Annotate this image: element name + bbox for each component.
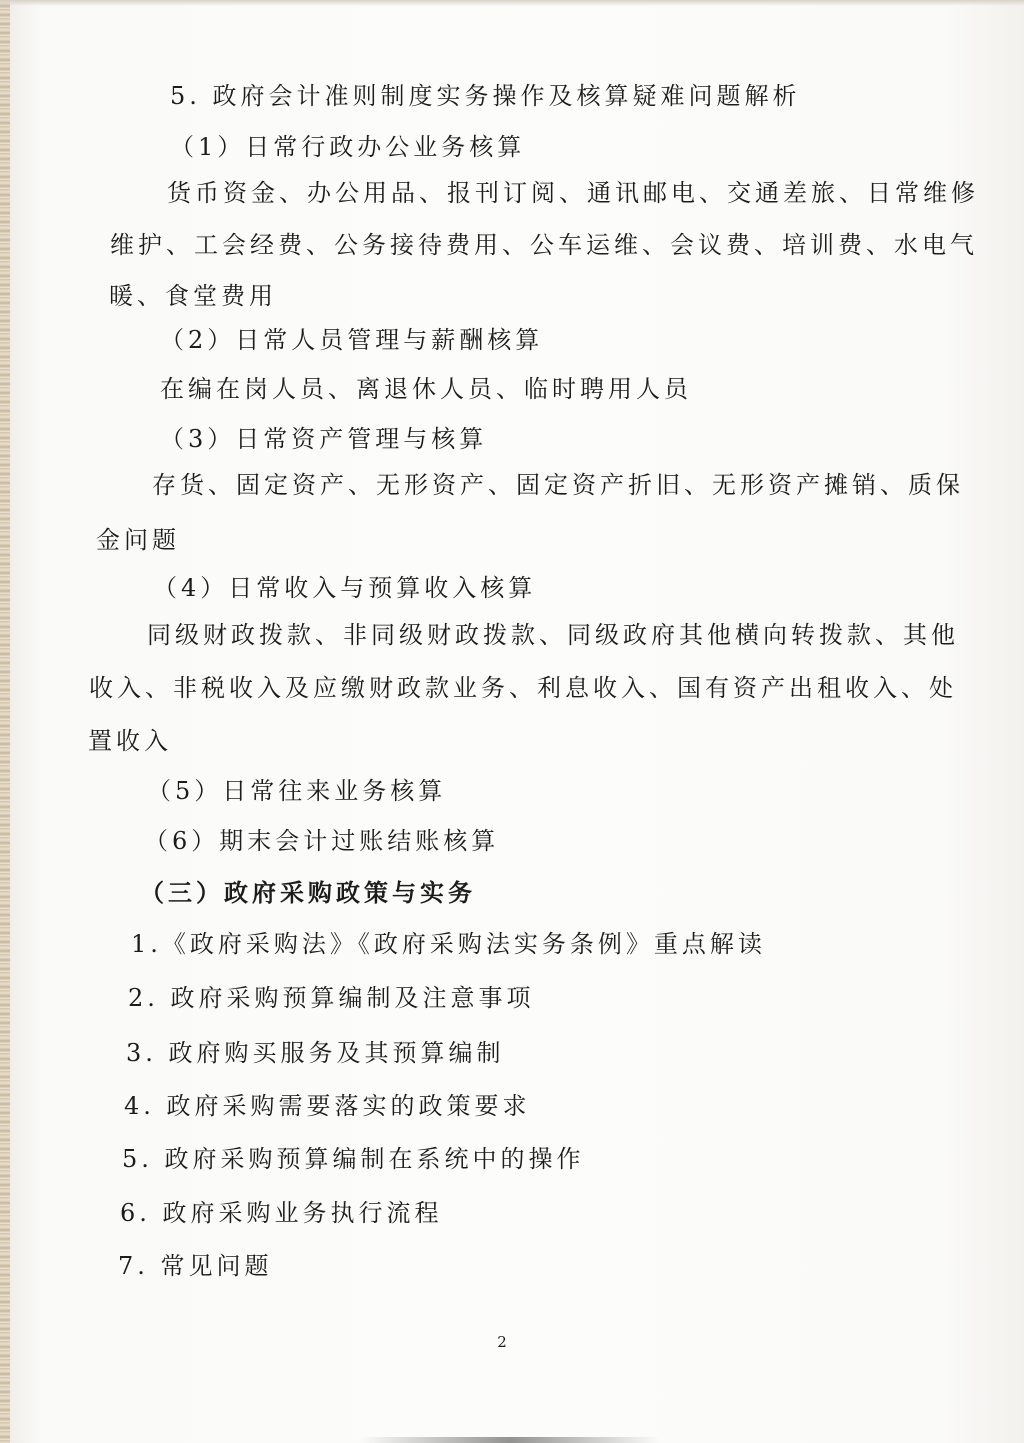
item-heading-5: （5）日常往来业务核算 — [147, 777, 447, 805]
item-text-1-line-3: 暖、食堂费用 — [109, 282, 277, 310]
item-text-1-line-2: 维护、工会经费、公务接待费用、公车运维、会议费、培训费、水电气 — [110, 231, 978, 259]
list-item-3: 3. 政府购买服务及其预算编制 — [126, 1039, 505, 1067]
item-heading-4: （4）日常收入与预算收入核算 — [153, 574, 537, 602]
item-text-3-line-1: 存货、固定资产、无形资产、固定资产折旧、无形资产摊销、质保 — [152, 471, 964, 499]
item-text-3-line-2: 金问题 — [96, 526, 180, 554]
item-heading-1: （1）日常行政办公业务核算 — [170, 133, 526, 161]
item-text-4-line-1: 同级财政拨款、非同级财政拨款、同级政府其他横向转拨款、其他 — [147, 621, 959, 649]
item-text-1-line-1: 货币资金、办公用品、报刊订阅、通讯邮电、交通差旅、日常维修 — [167, 179, 979, 207]
item-heading-6: （6）期末会计过账结账核算 — [144, 827, 500, 855]
item-text-2: 在编在岗人员、离退休人员、临时聘用人员 — [160, 375, 692, 403]
item-text-4-line-2: 收入、非税收入及应缴财政款业务、利息收入、国有资产出租收入、处 — [89, 674, 957, 702]
paper-edge-top — [0, 0, 1024, 6]
page-number: 2 — [497, 1333, 507, 1351]
paper-edge-left — [0, 0, 10, 1443]
paper-shadow-bottom — [360, 1437, 660, 1443]
section-heading-3: （三）政府采购政策与实务 — [140, 878, 476, 907]
subsection-title-5: 5. 政府会计准则制度实务操作及核算疑难问题解析 — [170, 82, 801, 110]
item-heading-2: （2）日常人员管理与薪酬核算 — [160, 326, 544, 354]
list-item-7: 7. 常见问题 — [118, 1252, 273, 1280]
list-item-5: 5. 政府采购预算编制在系统中的操作 — [122, 1145, 585, 1173]
item-text-4-line-3: 置收入 — [88, 727, 172, 755]
list-item-4: 4. 政府采购需要落实的政策要求 — [124, 1092, 531, 1120]
list-item-1: 1.《政府采购法》《政府采购法实务条例》重点解读 — [131, 930, 766, 958]
list-item-6: 6. 政府采购业务执行流程 — [120, 1199, 443, 1227]
list-item-2: 2. 政府采购预算编制及注意事项 — [128, 984, 535, 1012]
item-heading-3: （3）日常资产管理与核算 — [160, 425, 488, 453]
